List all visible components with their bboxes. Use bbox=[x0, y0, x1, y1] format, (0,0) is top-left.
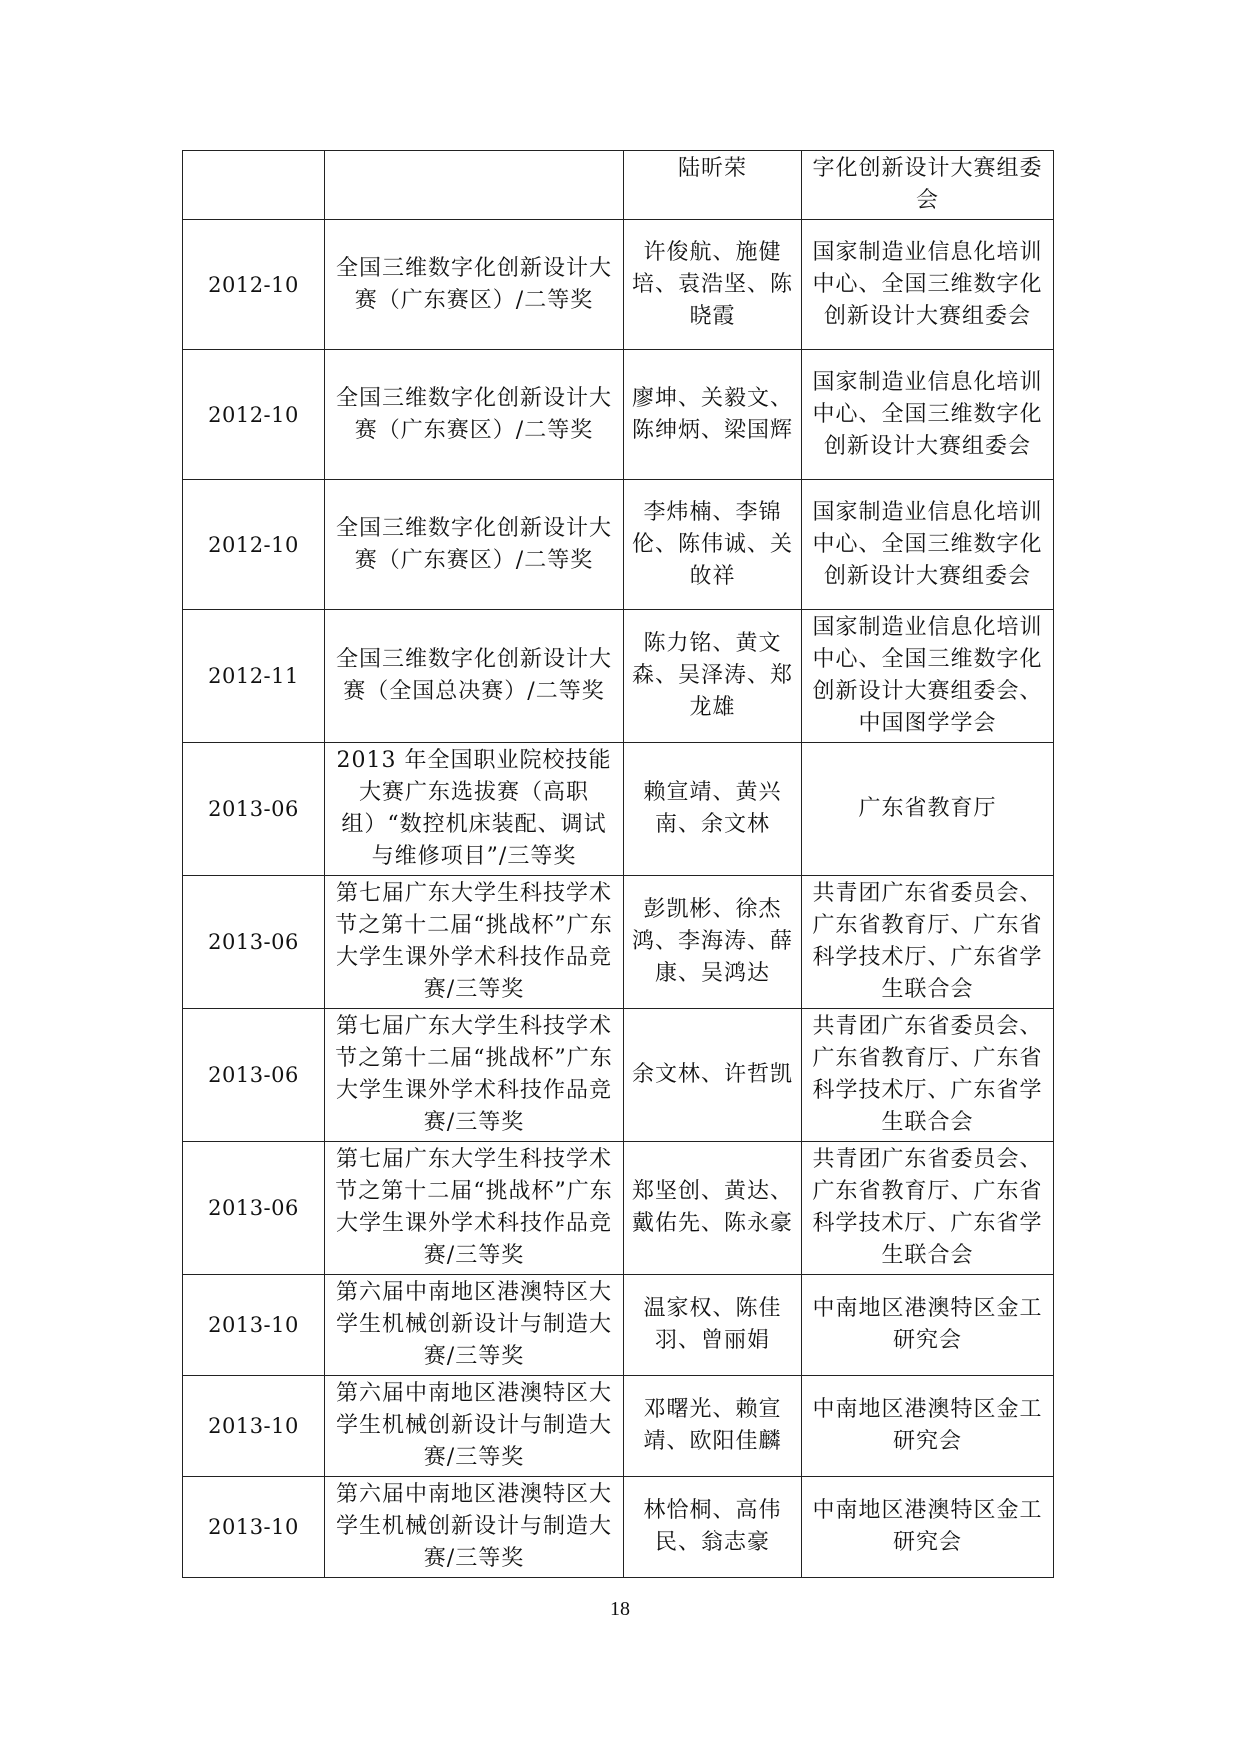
date-cell: 2012-10 bbox=[183, 350, 325, 480]
event-cell: 第七届广东大学生科技学术节之第十二届“挑战杯”广东大学生课外学术科技作品竞赛/三等奖 bbox=[325, 1142, 624, 1275]
event-cell: 第六届中南地区港澳特区大学生机械创新设计与制造大赛/三等奖 bbox=[325, 1275, 624, 1376]
date-cell: 2012-11 bbox=[183, 610, 325, 743]
event-cell: 第六届中南地区港澳特区大学生机械创新设计与制造大赛/三等奖 bbox=[325, 1376, 624, 1477]
members-cell: 李炜楠、李锦伦、陈伟诚、关敀祥 bbox=[624, 480, 802, 610]
date-cell: 2012-10 bbox=[183, 220, 325, 350]
organizer-cell: 中南地区港澳特区金工研究会 bbox=[802, 1275, 1054, 1376]
date-cell: 2013-06 bbox=[183, 1009, 325, 1142]
date-cell: 2013-10 bbox=[183, 1275, 325, 1376]
organizer-cell: 国家制造业信息化培训中心、全国三维数字化创新设计大赛组委会 bbox=[802, 480, 1054, 610]
members-cell: 余文林、许哲凯 bbox=[624, 1009, 802, 1142]
members-cell: 邓曙光、赖宣靖、欧阳佳麟 bbox=[624, 1376, 802, 1477]
date-cell: 2012-10 bbox=[183, 480, 325, 610]
date-cell: 2013-06 bbox=[183, 1142, 325, 1275]
organizer-cell: 共青团广东省委员会、广东省教育厅、广东省科学技术厅、广东省学生联合会 bbox=[802, 1142, 1054, 1275]
event-cell bbox=[325, 151, 624, 220]
table-row bbox=[183, 610, 1054, 743]
date-cell: 2013-10 bbox=[183, 1477, 325, 1578]
organizer-cell: 国家制造业信息化培训中心、全国三维数字化创新设计大赛组委会 bbox=[802, 350, 1054, 480]
table-row bbox=[183, 876, 1054, 1009]
table-row bbox=[183, 1477, 1054, 1578]
members-cell: 郑坚创、黄达、戴佑先、陈永豪 bbox=[624, 1142, 802, 1275]
event-cell: 第七届广东大学生科技学术节之第十二届“挑战杯”广东大学生课外学术科技作品竞赛/三等奖 bbox=[325, 1009, 624, 1142]
table-row bbox=[183, 1009, 1054, 1142]
members-cell: 陆昕荣 bbox=[624, 151, 802, 220]
date-cell: 2013-06 bbox=[183, 876, 325, 1009]
event-cell: 全国三维数字化创新设计大赛（广东赛区）/二等奖 bbox=[325, 350, 624, 480]
event-cell: 第七届广东大学生科技学术节之第十二届“挑战杯”广东大学生课外学术科技作品竞赛/三等奖 bbox=[325, 876, 624, 1009]
date-cell: 2013-10 bbox=[183, 1376, 325, 1477]
awards-table bbox=[182, 150, 1054, 1578]
members-cell: 许俊航、施健培、袁浩坚、陈晓霞 bbox=[624, 220, 802, 350]
members-cell: 陈力铭、黄文森、吴泽涛、郑龙雄 bbox=[624, 610, 802, 743]
members-cell: 温家权、陈佳羽、曾丽娟 bbox=[624, 1275, 802, 1376]
members-cell: 彭凯彬、徐杰鸿、李海涛、薛康、吴鸿达 bbox=[624, 876, 802, 1009]
date-cell: 2013-06 bbox=[183, 743, 325, 876]
members-cell: 赖宣靖、黄兴南、余文林 bbox=[624, 743, 802, 876]
event-cell: 全国三维数字化创新设计大赛（广东赛区）/二等奖 bbox=[325, 480, 624, 610]
event-cell: 2013 年全国职业院校技能大赛广东选拔赛（高职组）“数控机床装配、调试与维修项目”/三等奖 bbox=[325, 743, 624, 876]
page-number: 18 bbox=[610, 1598, 630, 1620]
table-row bbox=[183, 743, 1054, 876]
event-cell: 全国三维数字化创新设计大赛（广东赛区）/二等奖 bbox=[325, 220, 624, 350]
event-cell: 第六届中南地区港澳特区大学生机械创新设计与制造大赛/三等奖 bbox=[325, 1477, 624, 1578]
members-cell: 廖坤、关毅文、陈绅炳、梁国辉 bbox=[624, 350, 802, 480]
table-row bbox=[183, 1275, 1054, 1376]
table-row bbox=[183, 220, 1054, 350]
event-cell: 全国三维数字化创新设计大赛（全国总决赛）/二等奖 bbox=[325, 610, 624, 743]
organizer-cell: 国家制造业信息化培训中心、全国三维数字化创新设计大赛组委会 bbox=[802, 220, 1054, 350]
organizer-cell: 字化创新设计大赛组委会 bbox=[802, 151, 1054, 220]
table-row bbox=[183, 151, 1054, 220]
organizer-cell: 共青团广东省委员会、广东省教育厅、广东省科学技术厅、广东省学生联合会 bbox=[802, 876, 1054, 1009]
table-row bbox=[183, 480, 1054, 610]
organizer-cell: 中南地区港澳特区金工研究会 bbox=[802, 1477, 1054, 1578]
members-cell: 林恰桐、高伟民、翁志豪 bbox=[624, 1477, 802, 1578]
organizer-cell: 中南地区港澳特区金工研究会 bbox=[802, 1376, 1054, 1477]
table-row bbox=[183, 1142, 1054, 1275]
organizer-cell: 共青团广东省委员会、广东省教育厅、广东省科学技术厅、广东省学生联合会 bbox=[802, 1009, 1054, 1142]
table-row bbox=[183, 1376, 1054, 1477]
date-cell bbox=[183, 151, 325, 220]
organizer-cell: 国家制造业信息化培训中心、全国三维数字化创新设计大赛组委会、中国图学学会 bbox=[802, 610, 1054, 743]
organizer-cell: 广东省教育厅 bbox=[802, 743, 1054, 876]
table-row bbox=[183, 350, 1054, 480]
